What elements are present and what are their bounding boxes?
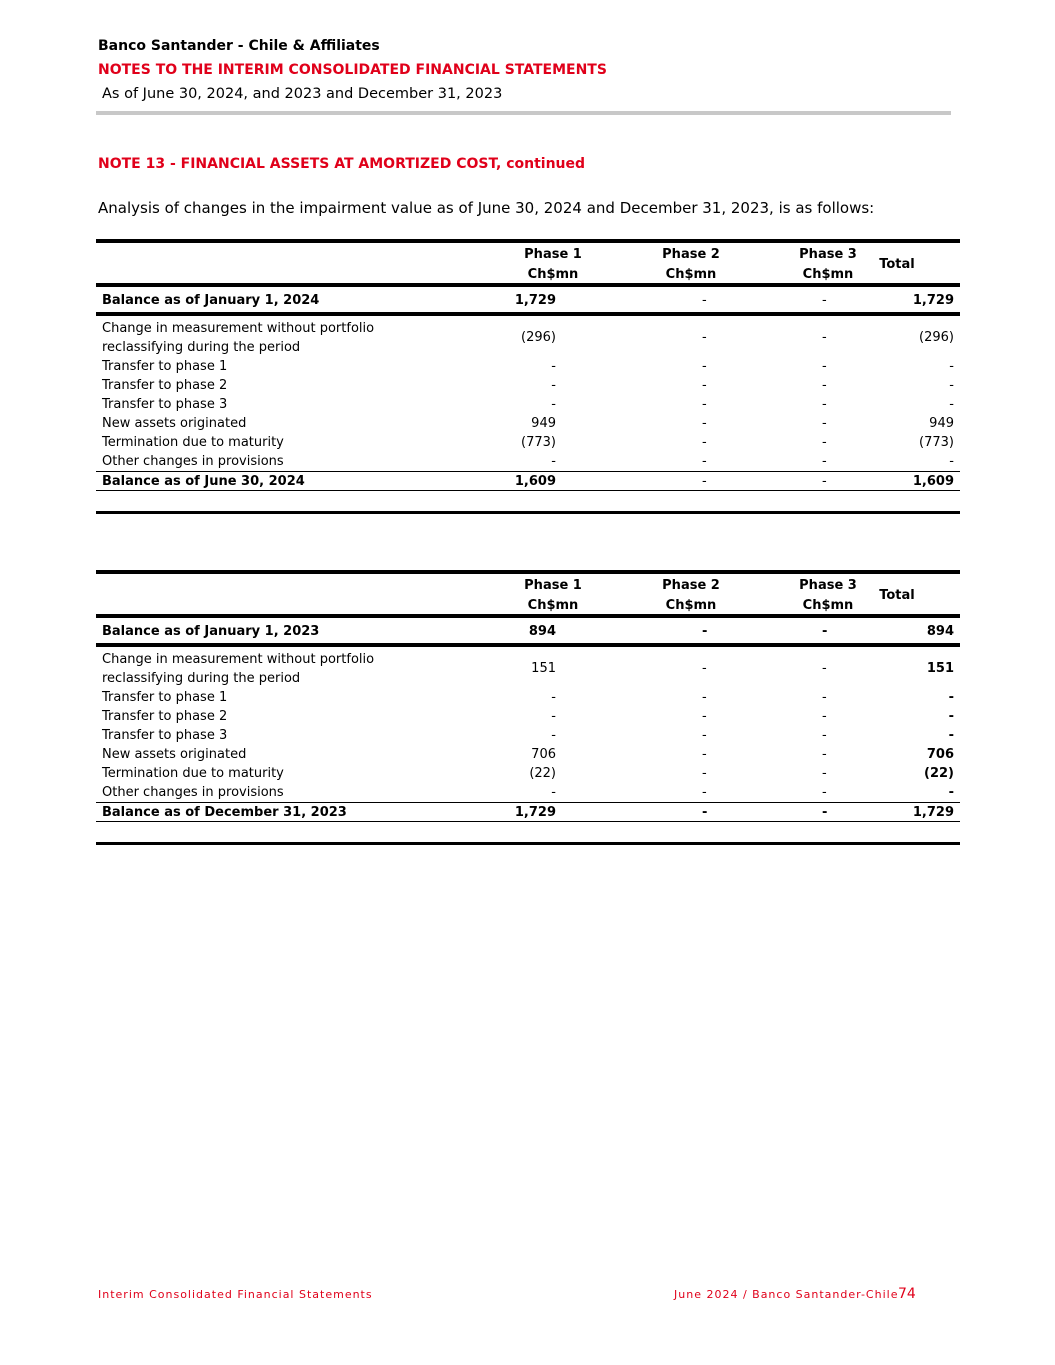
opening-balance-row [96,620,960,647]
footer-right: June 2024 / Banco Santander-Chile [674,1288,899,1301]
cell-total: (296) [919,330,954,345]
cell-total: 1,609 [912,474,954,489]
cell-total: - [948,785,954,800]
table-row [96,726,960,745]
column-header-phase3: Phase 3 [799,578,857,593]
column-header-total: Total [879,257,915,272]
row-label: Transfer to phase 3 [102,728,228,743]
cell-phase2: - [702,690,707,705]
cell-phase2: - [702,785,707,800]
cell-phase3: - [822,747,827,762]
column-unit-phase3: Ch$mn [802,598,854,613]
cell-phase2: - [702,805,708,820]
cell-total: - [948,709,954,724]
cell-phase3: - [822,690,827,705]
closing-balance-row [96,802,960,822]
cell-phase1: - [551,378,556,393]
cell-phase2: - [702,397,707,412]
row-label: Balance as of January 1, 2024 [102,293,320,308]
cell-phase1: - [551,785,556,800]
cell-phase2: - [702,435,707,450]
row-label: Change in measurement without portfolio reclassifying during the period [102,652,375,686]
cell-phase3: - [822,805,828,820]
column-unit-phase2: Ch$mn [665,267,717,282]
impairment-table-2023 [96,570,960,845]
column-unit-phase3: Ch$mn [802,267,854,282]
intro-text: Analysis of changes in the impairment value as of June 30, 2024 and December 31, 2023, is as follows: [98,199,875,217]
cell-phase2: - [702,293,707,308]
impairment-table-2024 [96,239,960,514]
header-divider [96,111,951,115]
row-label: Transfer to phase 2 [102,378,228,393]
row-label: Balance as of June 30, 2024 [102,474,305,489]
cell-phase1: 949 [531,416,556,431]
cell-total: - [948,728,954,743]
cell-phase2: - [702,747,707,762]
row-label: Termination due to maturity [102,435,284,450]
table-row [96,452,960,471]
table-bottom-rule [96,511,960,514]
row-label: New assets originated [102,747,247,762]
cell-total: (22) [924,766,954,781]
cell-total: 706 [926,747,954,762]
cell-total: - [949,378,954,393]
cell-total: - [949,397,954,412]
cell-phase2: - [702,766,707,781]
cell-phase1: (22) [529,766,556,781]
cell-phase3: - [822,330,827,345]
closing-balance-row [96,471,960,491]
table-header [96,239,960,287]
cell-phase3: - [822,435,827,450]
cell-phase1: (296) [521,330,556,345]
cell-phase1: 151 [531,661,556,676]
cell-total: - [949,359,954,374]
cell-phase2: - [702,454,707,469]
cell-phase2: - [702,474,707,489]
cell-phase3: - [822,785,827,800]
cell-phase2: - [702,709,707,724]
table-row [96,745,960,764]
cell-total: - [949,454,954,469]
cell-phase3: - [822,661,827,676]
cell-phase2: - [702,378,707,393]
cell-total: - [948,690,954,705]
cell-phase1: - [551,359,556,374]
cell-phase1: - [551,397,556,412]
cell-phase3: - [822,378,827,393]
cell-phase2: - [702,728,707,743]
row-label: Transfer to phase 3 [102,397,228,412]
row-label: Transfer to phase 1 [102,690,228,705]
table-row [96,707,960,726]
table-row [96,764,960,783]
cell-total: 949 [929,416,954,431]
row-label: Balance as of January 1, 2023 [102,624,320,639]
row-label: Other changes in provisions [102,785,284,800]
column-header-phase1: Phase 1 [524,247,582,262]
row-label: Balance as of December 31, 2023 [102,805,347,820]
cell-phase2: - [702,661,707,676]
footer-left: Interim Consolidated Financial Statements [98,1288,373,1301]
row-label: Transfer to phase 1 [102,359,228,374]
cell-phase2: - [702,624,708,639]
cell-total: (773) [919,435,954,450]
cell-phase3: - [822,474,827,489]
cell-phase1: - [551,454,556,469]
column-header-total: Total [879,588,915,603]
opening-balance-row [96,289,960,316]
table-row [96,357,960,376]
row-label: New assets originated [102,416,247,431]
cell-phase1: 1,729 [514,293,556,308]
table-bottom-rule [96,842,960,845]
row-label: Transfer to phase 2 [102,709,228,724]
table-row [96,688,960,707]
row-label: Termination due to maturity [102,766,284,781]
table-row [96,414,960,433]
cell-phase3: - [822,624,828,639]
column-unit-phase1: Ch$mn [527,598,579,613]
table-row [96,376,960,395]
cell-total: 894 [926,624,954,639]
cell-phase1: 1,729 [514,805,556,820]
column-unit-phase1: Ch$mn [527,267,579,282]
table-row [96,395,960,414]
row-label: Other changes in provisions [102,454,284,469]
table-row [96,433,960,452]
column-header-phase1: Phase 1 [524,578,582,593]
note-title: NOTE 13 - FINANCIAL ASSETS AT AMORTIZED COST, continued [98,156,586,172]
row-label: Change in measurement without portfolio reclassifying during the period [102,321,375,355]
table-row [96,783,960,802]
cell-phase3: - [822,416,827,431]
cell-phase1: - [551,728,556,743]
cell-phase3: - [822,454,827,469]
cell-phase3: - [822,766,827,781]
cell-total: 1,729 [912,293,954,308]
cell-phase2: - [702,416,707,431]
as-of-date: As of June 30, 2024, and 2023 and December 31, 2023 [102,86,503,102]
page-number: 74 [898,1286,916,1302]
cell-phase1: - [551,709,556,724]
cell-phase3: - [822,293,827,308]
cell-phase2: - [702,359,707,374]
cell-total: 1,729 [912,805,954,820]
company-name: Banco Santander - Chile & Affiliates [98,38,380,54]
cell-phase1: 1,609 [514,474,556,489]
column-header-phase3: Phase 3 [799,247,857,262]
table-header [96,570,960,618]
cell-phase1: 706 [531,747,556,762]
cell-phase3: - [822,709,827,724]
cell-phase1: - [551,690,556,705]
column-header-phase2: Phase 2 [662,578,720,593]
table-row [96,319,960,357]
cell-phase3: - [822,359,827,374]
column-header-phase2: Phase 2 [662,247,720,262]
cell-total: 151 [926,661,954,676]
cell-phase3: - [822,397,827,412]
cell-phase1: 894 [528,624,556,639]
cell-phase2: - [702,330,707,345]
table-row [96,650,960,688]
cell-phase3: - [822,728,827,743]
notes-title: NOTES TO THE INTERIM CONSOLIDATED FINANCIAL STATEMENTS [98,62,607,78]
column-unit-phase2: Ch$mn [665,598,717,613]
cell-phase1: (773) [521,435,556,450]
